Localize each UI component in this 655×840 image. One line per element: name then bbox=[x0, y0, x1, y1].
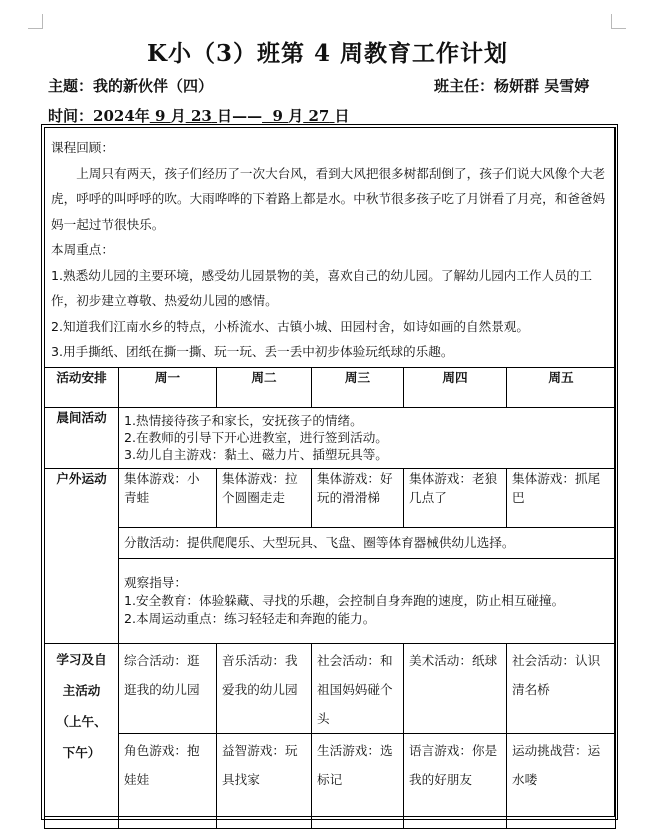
outdoor-game-mon: 集体游戏：小青蛙 bbox=[119, 468, 217, 527]
crop-mark-left bbox=[28, 14, 43, 29]
date-dash: —— bbox=[232, 107, 263, 125]
outdoor-games-row bbox=[45, 468, 616, 527]
date-ri1: 日 bbox=[217, 107, 233, 125]
date-end-month: 9 bbox=[272, 107, 283, 125]
learning-cell: 益智游戏：玩具找家 bbox=[217, 733, 312, 828]
teachers-line: 班主任：杨妍群 吴雪婷 bbox=[434, 77, 590, 95]
morning-row bbox=[45, 407, 616, 468]
focus-item: 1.熟悉幼儿园的主要环境，感受幼儿园景物的美，喜欢自己的幼儿园。了解幼儿园内工作人员的工作，初步建立尊敬、热爱幼儿园的感情。 bbox=[51, 267, 592, 308]
learning-cell: 生活游戏：选标记 bbox=[312, 733, 404, 828]
learning-cell: 社会活动：认识清名桥 bbox=[507, 643, 616, 733]
focus-item: 2.知道我们江南水乡的特点，小桥流水、古镇小城、田园村舍，如诗如画的自然景观。 bbox=[51, 318, 529, 334]
learning-cell: 美术活动：纸球 bbox=[404, 643, 507, 733]
date-start-day: 23 bbox=[190, 107, 212, 125]
outdoor-scattered-row bbox=[45, 527, 616, 558]
date-end-day: 27 bbox=[308, 107, 330, 125]
morning-line: 3.幼儿自主游戏：黏土、磁力片、插塑玩具等。 bbox=[124, 447, 388, 462]
plan-table bbox=[44, 127, 616, 829]
date-label: 时间： bbox=[48, 107, 94, 125]
learning-cell: 综合活动：逛逛我的幼儿园 bbox=[119, 643, 217, 733]
theme-line: 主题：我的新伙伴（四） bbox=[48, 77, 214, 95]
guidance-line: 1.安全教育：体验躲藏、寻找的乐趣，会控制自身奔跑的速度，防止相互碰撞。 bbox=[124, 592, 565, 608]
date-year: 2024 bbox=[93, 107, 135, 125]
page-title: K小（3）班第 4 周教育工作计划 bbox=[146, 40, 508, 67]
guidance-line: 2.本周运动重点：练习轻轻走和奔跑的能力。 bbox=[124, 610, 376, 626]
learning-cell: 运动挑战营：运水喽 bbox=[507, 733, 616, 828]
morning-line: 1.热情接待孩子和家长，安抚孩子的情绪。 bbox=[124, 413, 363, 428]
outdoor-scattered: 分散活动：提供爬爬乐、大型玩具、飞盘、圈等体育器械供幼儿选择。 bbox=[119, 527, 616, 558]
morning-line: 2.在教师的引导下开心进教室，进行签到活动。 bbox=[124, 430, 388, 445]
header-cell-tue: 周二 bbox=[217, 367, 312, 407]
morning-label: 晨间活动 bbox=[45, 407, 119, 468]
focus-item: 3.用手撕纸、团纸在撕一撕、玩一玩、丢一丢中初步体验玩纸球的乐趣。 bbox=[51, 344, 454, 359]
intro-row bbox=[45, 128, 616, 368]
morning-content bbox=[119, 407, 616, 468]
review-heading: 课程回顾： bbox=[51, 140, 114, 155]
outdoor-game-fri: 集体游戏：抓尾巴 bbox=[507, 468, 616, 527]
date-ri2: 日 bbox=[334, 107, 350, 125]
learning-cell: 音乐活动：我爱我的幼儿园 bbox=[217, 643, 312, 733]
outdoor-game-tue: 集体游戏：拉个圆圈走走 bbox=[217, 468, 312, 527]
header-cell-wed: 周三 bbox=[312, 367, 404, 407]
learning-row-2 bbox=[45, 733, 616, 828]
learning-cell: 社会活动：和祖国妈妈碰个头 bbox=[312, 643, 404, 733]
learning-cell: 语言游戏：你是我的好朋友 bbox=[404, 733, 507, 828]
date-yue2: 月 bbox=[288, 107, 304, 125]
header-cell-activity: 活动安排 bbox=[45, 367, 119, 407]
date-yue1: 月 bbox=[170, 107, 186, 125]
header-cell-fri: 周五 bbox=[507, 367, 616, 407]
outdoor-game-thu: 集体游戏：老狼几点了 bbox=[404, 468, 507, 527]
intro-cell bbox=[45, 128, 616, 368]
date-start-month: 9 bbox=[155, 107, 166, 125]
learning-label: 学习及自 主活动 （上午、 下午） bbox=[45, 643, 119, 828]
outdoor-guidance-row bbox=[45, 558, 616, 643]
header-cell-mon: 周一 bbox=[119, 367, 217, 407]
outdoor-label: 户外运动 bbox=[45, 468, 119, 643]
learning-cell: 角色游戏：抱娃娃 bbox=[119, 733, 217, 828]
outdoor-guidance bbox=[119, 558, 616, 643]
learning-row-1 bbox=[45, 643, 616, 733]
crop-mark-right bbox=[611, 14, 626, 29]
date-line bbox=[48, 105, 350, 126]
header-row bbox=[45, 367, 616, 407]
header-cell-thu: 周四 bbox=[404, 367, 507, 407]
outdoor-game-wed: 集体游戏：好玩的滑滑梯 bbox=[312, 468, 404, 527]
review-text: 上周只有两天，孩子们经历了一次大台风，看到大风把很多树都刮倒了，孩子们说大风像个大老虎，呼呼的叫呼呼的吹。大雨哗哗的下着路上都是水。中秋节很多孩子吃了月饼看了月亮，和爸爸妈妈一起过节很快乐。 bbox=[51, 165, 606, 232]
date-nian: 年 bbox=[134, 107, 150, 125]
guidance-line: 观察指导： bbox=[124, 574, 187, 590]
focus-heading: 本周重点： bbox=[51, 242, 114, 257]
